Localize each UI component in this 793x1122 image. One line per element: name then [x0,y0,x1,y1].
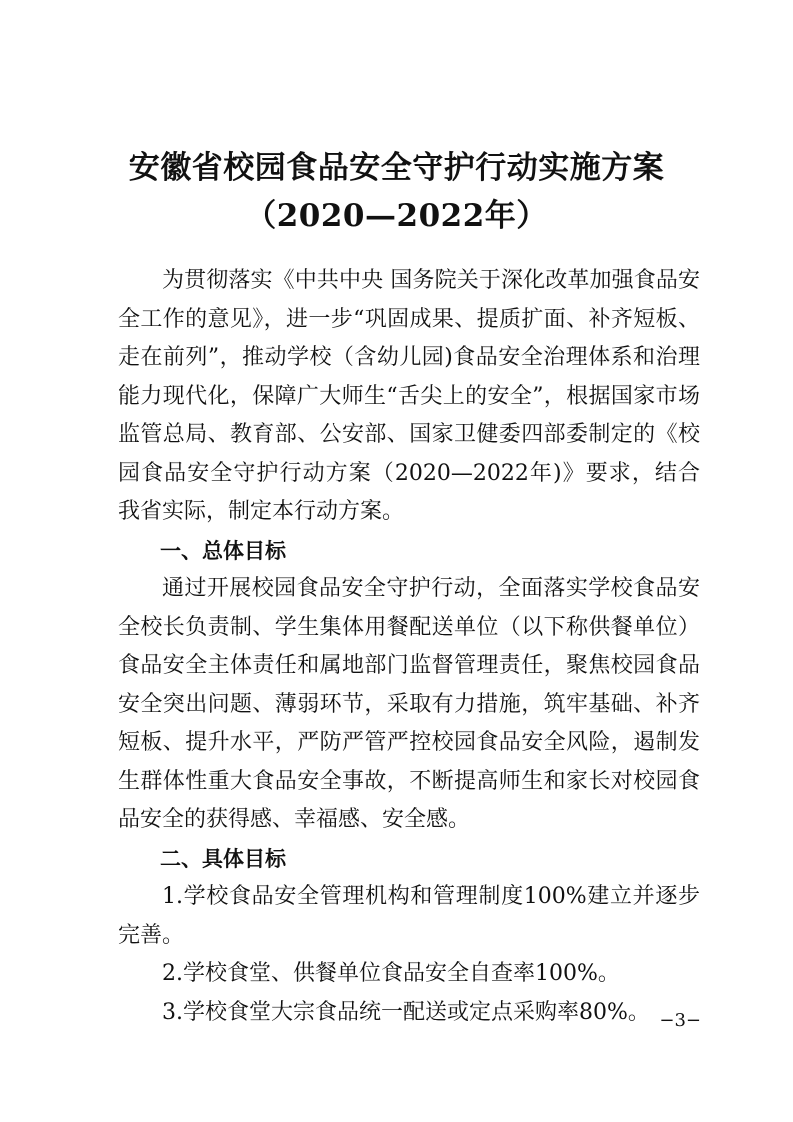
page-number: −3− [659,1010,701,1031]
section-heading-specific-goals: 二、具体目标 [160,846,286,871]
document-title: 安徽省校园食品安全守护行动实施方案 [128,150,665,186]
specific-goal-item: 1.学校食品安全管理机构和管理制度100%建立并逐步完善。 [118,884,700,948]
document-subtitle-years: （2020—2022年） [245,198,548,234]
document-body [118,262,700,1032]
overall-goal-paragraph: 通过开展校园食品安全守护行动，全面落实学校食品安全校长负责制、学生集体用餐配送单位（以下称供餐单位）食品安全主体责任和属地部门监督管理责任，聚焦校园食品安全突出问题、薄弱环节，采取有力措施，筑牢基础、补齐短板、提升水平，严防严管严控校园食品安全风险，遏制发生群体性重大食品安全事故，不断提高师生和家长对校园食品安全的获得感、幸福感、安全感。 [118,576,700,832]
specific-goal-item: 2.学校食堂、供餐单位食品安全自查率100%。 [162,961,620,986]
specific-goal-item: 3.学校食堂大宗食品统一配送或定点采购率80%。 [162,999,650,1025]
intro-paragraph: 为贯彻落实《中共中央 国务院关于深化改革加强食品安全工作的意见》，进一步“巩固成果、提质扩面、补齐短板、走在前列”，推动学校（含幼儿园)食品安全治理体系和治理能力现代化，保障广大师生“舌尖上的安全”，根据国家市场监管总局、教育部、公安部、国家卫健委四部委制定的《校园食品安全守护行动方案（2020—2022年)》要求，结合我省实际，制定本行动方案。 [118,268,700,524]
section-heading-overall-goal: 一、总体目标 [160,538,286,563]
